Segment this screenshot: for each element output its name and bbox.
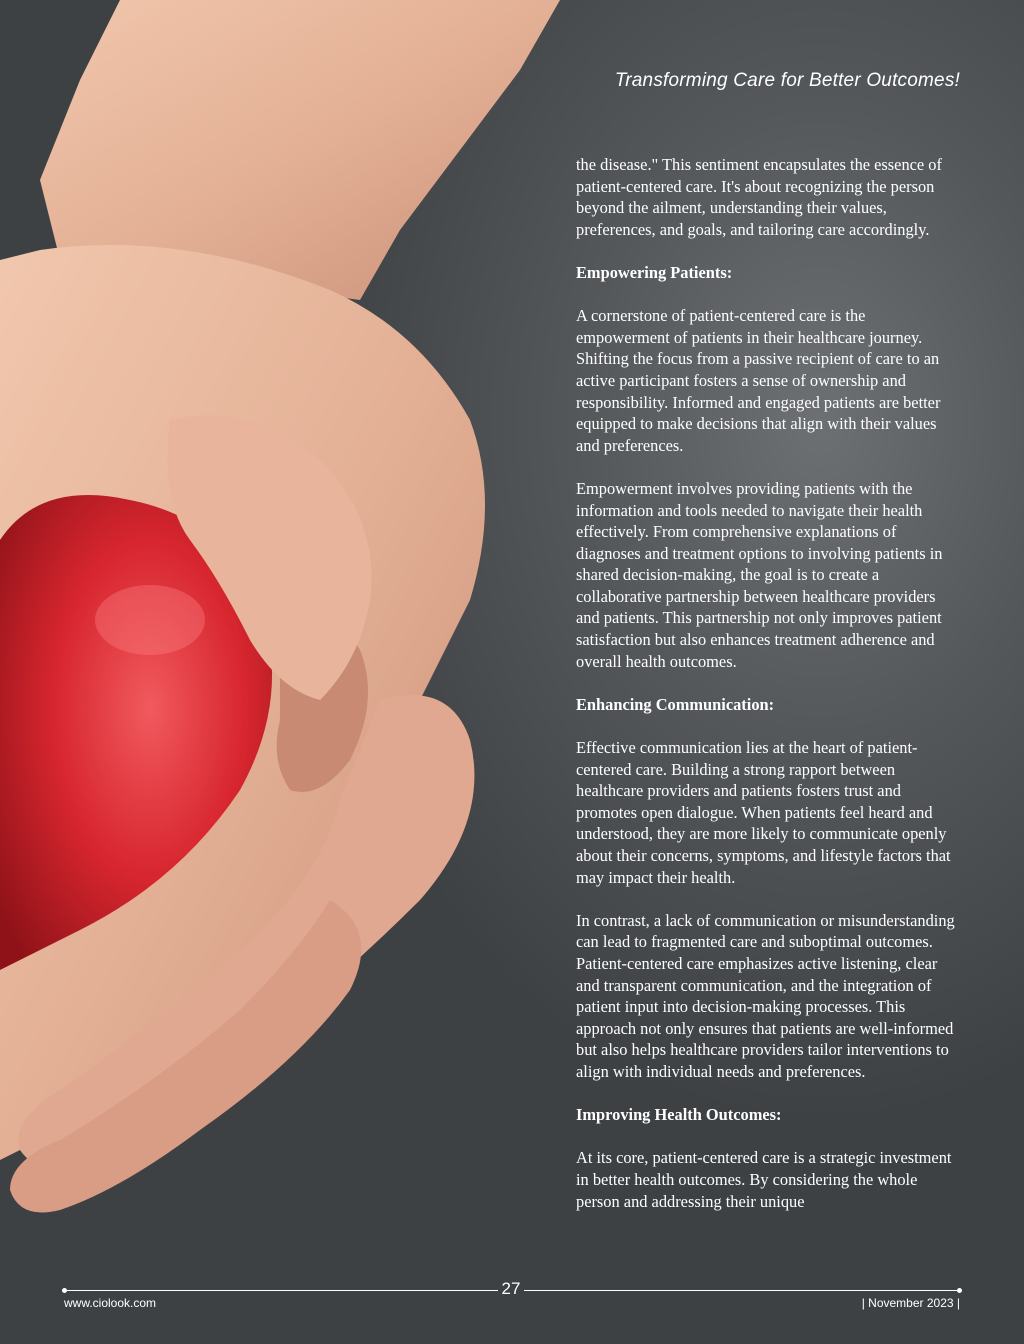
footer-website-link[interactable]: www.ciolook.com <box>64 1296 157 1310</box>
magazine-header-title: Transforming Care for Better Outcomes! <box>614 70 960 91</box>
footer-divider-right <box>524 1290 960 1291</box>
footer-divider-dot <box>62 1288 67 1293</box>
section-heading-improving-health-outcomes: Improving Health Outcomes: <box>576 1105 782 1125</box>
section-heading-enhancing-communication: Enhancing Communication: <box>576 694 775 714</box>
article-body <box>576 154 960 1234</box>
article-paragraph: the disease." This sentiment encapsulates the essence of patient-centered care. It's about recognizing the person beyond the ailment, understanding their values, preferences, and goals, and tailoring care accordingly. <box>576 155 942 239</box>
article-paragraph: At its core, patient-centered care is a strategic investment in better health outcomes. By considering the whole person and addressing their unique <box>576 1148 952 1211</box>
section-heading-empowering-patients: Empowering Patients: <box>576 262 733 282</box>
article-paragraph: Empowerment involves providing patients with the information and tools needed to navigate their health effectively. From comprehensive explanations of diagnoses and treatment options to involving patients in shared decision-making, the goal is to create a collaborative partnership between healthcare providers and patients. This partnership not only improves patient satisfaction but also enhances treatment adherence and overall health outcomes. <box>576 478 943 671</box>
footer-divider-left <box>64 1290 498 1291</box>
article-paragraph: A cornerstone of patient-centered care is the empowerment of patients in their healthcare journey. Shifting the focus from a passive recipient of care to an active participant fosters a sense of ownership and responsibility. Informed and engaged patients are better equipped to make decisions that align with their values and preferences. <box>576 306 941 455</box>
page-number: 27 <box>501 1279 521 1298</box>
article-paragraph: Effective communication lies at the heart of patient-centered care. Building a strong rapport between healthcare providers and patients fosters trust and promotes open dialogue. When patients feel heard and understood, they are more likely to communicate openly about their concerns, symptoms, and lifestyle factors that may impact their health. <box>576 738 951 887</box>
footer-issue-date: | November 2023 | <box>861 1296 960 1310</box>
footer-divider-dot <box>957 1288 962 1293</box>
article-paragraph: In contrast, a lack of communication or misunderstanding can lead to fragmented care and suboptimal outcomes. Patient-centered care emphasizes active listening, clear and transparent communication, and the integration of patient input into decision-making processes. This approach not only ensures that patients are well-informed but also helps healthcare providers tailor interventions to align with individual needs and preferences. <box>576 910 955 1081</box>
